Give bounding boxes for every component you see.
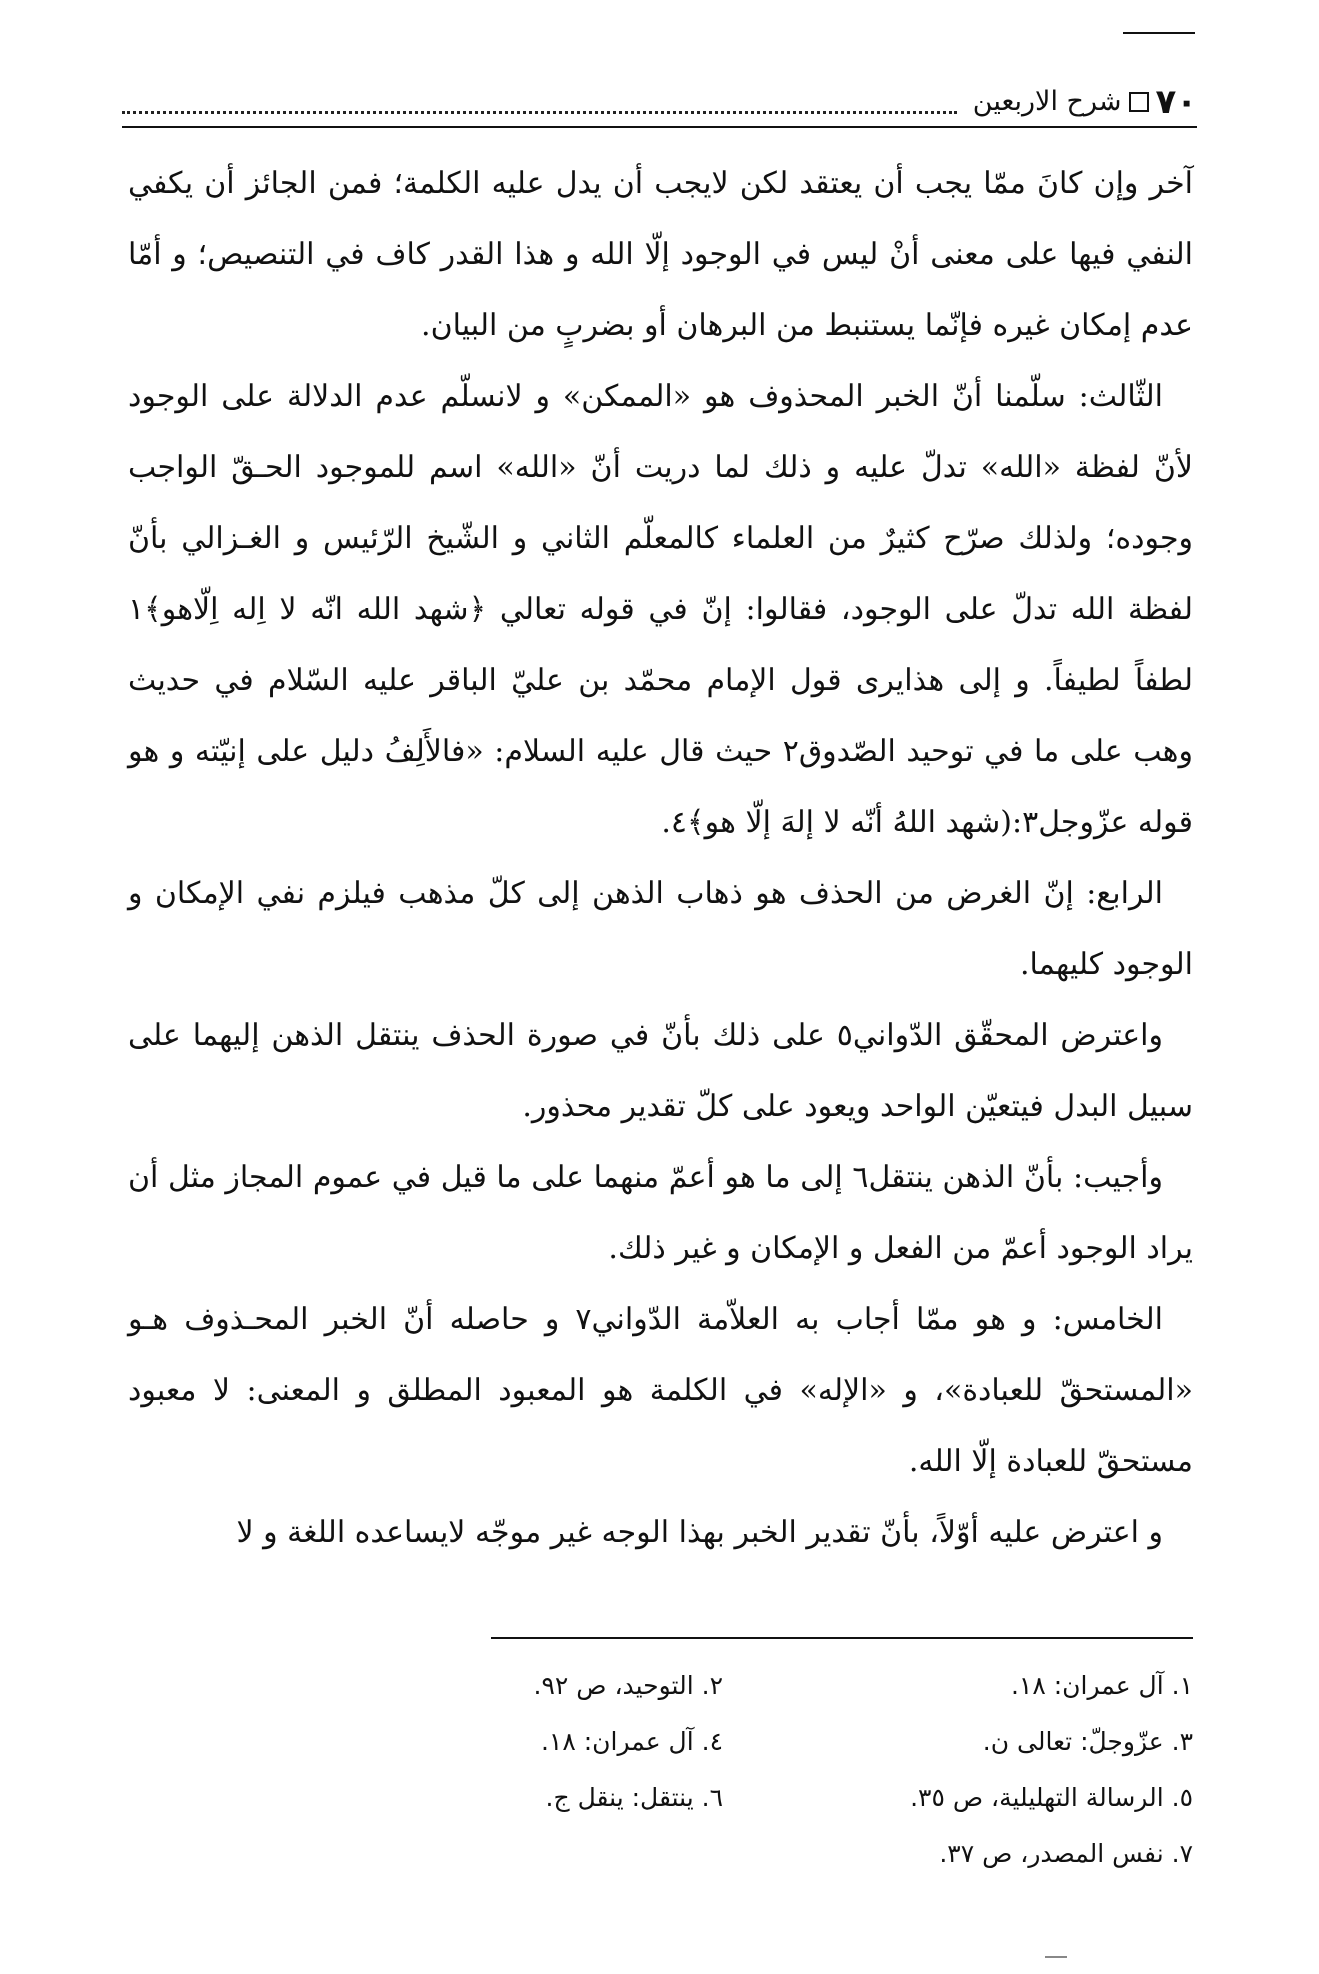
paragraph: و اعترض عليه أوّلاً، بأنّ تقدير الخبر بهذا الوجه غير موجّه لايساعده اللغة و لا xyxy=(236,1515,1163,1550)
running-header xyxy=(122,70,1197,128)
footnotes xyxy=(273,1658,1193,1882)
main-text xyxy=(128,148,1193,1568)
square-ornament-icon xyxy=(1129,92,1149,112)
footnote-divider xyxy=(491,1637,1193,1639)
footnote-7: ٧. نفس المصدر، ص ٣٧. xyxy=(939,1839,1193,1868)
paragraph: الثّالث: سلّمنا أنّ الخبر المحذوف هو «الممكن» و لانسلّم عدم الدلالة على الوجود لأنّ لفظة «الله» تدلّ عليه و ذلك لما دريت أنّ «الله» اسم للموجود الحـقّ الواجب وجوده؛ ولذلك صرّح كثيرٌ من العلماء كالمعلّم الثاني و الشّيخ الرّئيس و الغـزالي بأنّ لفظة الله تدلّ على الوجود، فقالوا: إنّ في قوله تعالي ﴿شهد الله انّه لا اِله اِلّاهو﴾١ لطفاً لطيفاً. و إلى هذايرى قول الإمام محمّد بن عليّ الباقر عليه السّلام في حديث وهب على ما في توحيد الصّدوق٢ حيث قال عليه السلام: «فالأَلِفُ دليل على إنيّته و هو قوله عزّوجل٣:(شهد اللهُ أنّه لا إلهَ إلّا هو﴾٤. xyxy=(128,379,1193,840)
paragraph: الرابع: إنّ الغرض من الحذف هو ذهاب الذهن إلى كلّ مذهب فيلزم نفي الإمكان و الوجود كليهما. xyxy=(128,876,1193,982)
paragraph: وأجيب: بأنّ الذهن ينتقل٦ إلى ما هو أعمّ منهما على ما قيل في عموم المجاز مثل أن يراد الوجود أعمّ من الفعل و الإمكان و غير ذلك. xyxy=(128,1160,1193,1266)
book-title: شرح الاربعين xyxy=(972,86,1122,117)
footnote-1: ١. آل عمران: ١٨. xyxy=(1010,1671,1193,1700)
paragraph: آخر وإن كانَ ممّا يجب أن يعتقد لكن لايجب أن يدل عليه الكلمة؛ فمن الجائز أن يكفي النفي فيها على معنى أنْ ليس في الوجود إلّا الله و هذا القدر كاف في التنصيص؛ و أمّا عدم إمكان غيره فإنّما يستنبط من البرهان أو بضربٍ من البيان. xyxy=(128,166,1193,343)
paragraph: واعترض المحقّق الدّواني٥ على ذلك بأنّ في صورة الحذف ينتقل الذهن إليهما على سبيل البدل فيتعيّن الواحد ويعود على كلّ تقدير محذور. xyxy=(128,1018,1193,1124)
footnote-3: ٣. عزّوجلّ: تعالى ن. xyxy=(982,1727,1193,1756)
page-number: ٧٠ xyxy=(1155,82,1197,122)
top-rule-divider xyxy=(1123,32,1195,34)
footnote-5: ٥. الرسالة التهليلية، ص ٣٥. xyxy=(910,1783,1193,1812)
dotted-leader xyxy=(122,111,957,114)
paragraph: الخامس: و هو ممّا أجاب به العلاّمة الدّواني٧ و حاصله أنّ الخبر المحـذوف هـو «المستحقّ للعبادة»، و «الإله» في الكلمة هو المعبود المطلق و المعنى: لا معبود مستحقّ للعبادة إلّا الله. xyxy=(128,1302,1193,1479)
footnote-4: ٤. آل عمران: ١٨. xyxy=(540,1727,723,1756)
footnote-6: ٦. ينتقل: ينقل ج. xyxy=(545,1783,723,1812)
footnote-2: ٢. التوحيد، ص ٩٢. xyxy=(533,1671,723,1700)
bottom-mark xyxy=(1045,1956,1067,1958)
